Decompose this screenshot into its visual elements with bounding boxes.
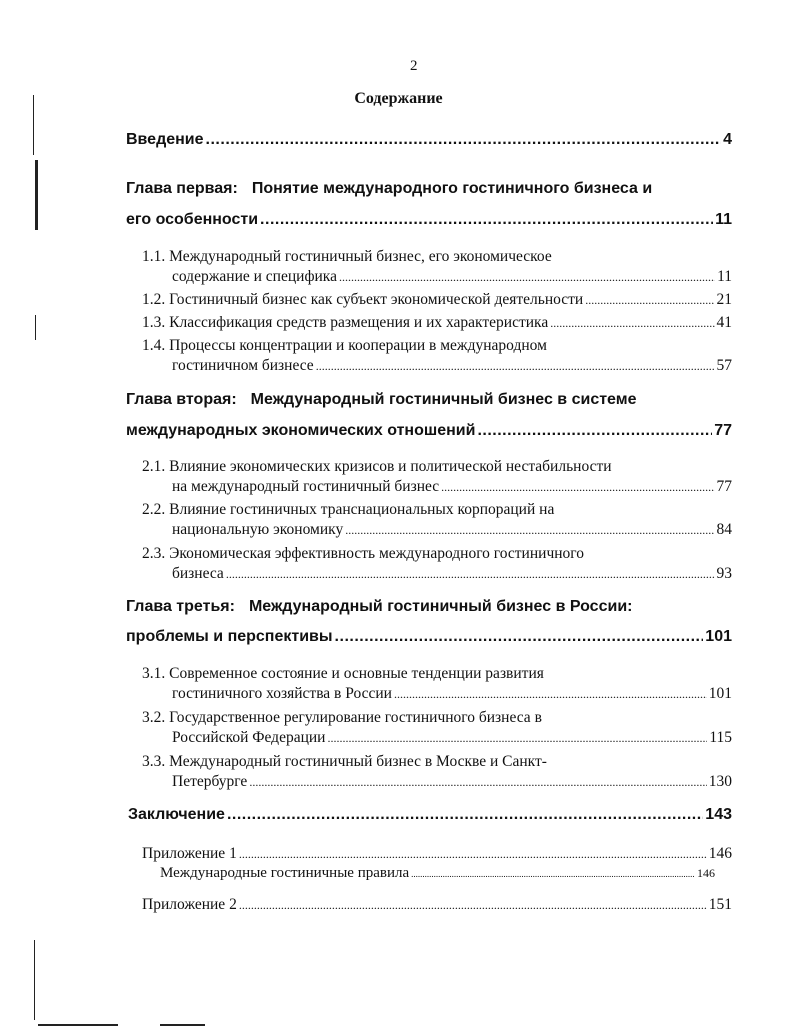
page-number: 2 xyxy=(410,58,418,74)
dot-leader xyxy=(345,521,714,539)
dot-leader xyxy=(316,357,715,375)
dot-leader xyxy=(327,729,707,747)
toc-entry-section-1-2[interactable] xyxy=(142,291,732,309)
dot-leader xyxy=(227,806,703,824)
section-title: Современное состояние и основные тенденции развития xyxy=(169,665,544,682)
dot-leader xyxy=(585,291,714,309)
dot-leader xyxy=(477,422,712,440)
entry-page: 146 xyxy=(697,866,715,880)
entry-page: 11 xyxy=(715,211,732,228)
section-3-2-line1[interactable] xyxy=(142,709,542,727)
dot-leader xyxy=(441,478,714,496)
entry-label: его особенности xyxy=(126,211,259,228)
section-title: Процессы концентрации и кооперации в международном xyxy=(169,337,547,354)
entry-page: 146 xyxy=(708,845,732,862)
entry-page: 77 xyxy=(714,422,732,439)
chapter-prefix: Глава третья: xyxy=(126,598,235,615)
dot-leader xyxy=(239,845,707,863)
entry-page: 77 xyxy=(716,478,732,495)
entry-page: 151 xyxy=(708,896,732,913)
scan-margin-mark xyxy=(35,160,38,230)
toc-entry-section-2-2[interactable] xyxy=(172,521,732,539)
chapter-title: Международный гостиничный бизнес в системе xyxy=(250,391,637,408)
entry-page: 41 xyxy=(716,314,732,331)
chapter2-heading-line1[interactable] xyxy=(126,391,636,409)
section-number: 1.1. xyxy=(142,248,166,265)
section-1-4-line1[interactable] xyxy=(142,337,547,355)
dot-leader xyxy=(239,896,707,914)
dot-leader xyxy=(206,131,722,149)
section-2-2-line1[interactable] xyxy=(142,501,554,519)
chapter-prefix: Глава вторая: xyxy=(126,391,237,408)
entry-label: Введение xyxy=(126,131,204,148)
entry-page: 101 xyxy=(708,685,732,702)
dot-leader xyxy=(394,685,707,703)
toc-entry-section-2-3[interactable] xyxy=(172,565,732,583)
chapter3-heading-line1[interactable] xyxy=(126,598,632,616)
entry-page: 101 xyxy=(705,628,732,645)
toc-entry-section-3-2[interactable] xyxy=(172,729,732,747)
toc-entry-introduction[interactable] xyxy=(126,131,732,149)
entry-page: 4 xyxy=(723,131,732,148)
toc-entry-section-2-1[interactable] xyxy=(172,478,732,496)
entry-label: содержание и специфика xyxy=(172,268,337,285)
entry-label: Российской Федерации xyxy=(172,729,326,746)
entry-label: 1.2. Гостиничный бизнес как субъект экономической деятельности xyxy=(142,291,584,308)
chapter-title: Международный гостиничный бизнес в России: xyxy=(248,598,633,615)
entry-label: Приложение 1 xyxy=(142,845,237,862)
dot-leader xyxy=(550,314,714,332)
section-title: Влияние гостиничных транснациональных корпораций на xyxy=(169,501,555,518)
toc-entry-chapter2[interactable] xyxy=(126,422,732,440)
dot-leader xyxy=(411,866,695,882)
dot-leader xyxy=(260,211,713,229)
entry-label: Заключение xyxy=(128,806,225,823)
section-number: 3.2. xyxy=(142,709,166,726)
page-title: Содержание xyxy=(354,90,443,107)
entry-label: международных экономических отношений xyxy=(126,422,476,439)
section-number: 2.2. xyxy=(142,501,166,518)
toc-entry-section-1-1[interactable] xyxy=(172,268,732,286)
toc-entry-section-3-3[interactable] xyxy=(172,773,732,791)
dot-leader xyxy=(335,628,704,646)
chapter-prefix: Глава первая: xyxy=(126,180,238,197)
entry-page: 130 xyxy=(708,773,732,790)
section-title: Экономическая эффективность международного гостиничного xyxy=(169,545,584,562)
entry-page: 115 xyxy=(709,729,732,746)
toc-entry-section-1-3[interactable] xyxy=(142,314,732,332)
entry-label: Международные гостиничные правила xyxy=(160,865,410,881)
section-number: 3.3. xyxy=(142,753,166,770)
chapter-title: Понятие международного гостиничного бизнеса и xyxy=(251,180,653,197)
toc-entry-appendix-1[interactable] xyxy=(142,845,732,863)
section-title: Влияние экономических кризисов и политической нестабильности xyxy=(169,458,612,475)
scan-margin-mark xyxy=(35,315,36,340)
scan-margin-mark xyxy=(38,1024,118,1026)
chapter1-heading-line1[interactable] xyxy=(126,180,652,198)
entry-label: Петербурге xyxy=(172,773,248,790)
toc-entry-chapter3[interactable] xyxy=(126,628,732,646)
scan-margin-mark xyxy=(34,940,35,1020)
entry-page: 21 xyxy=(716,291,732,308)
section-number: 2.1. xyxy=(142,458,166,475)
section-title: Международный гостиничный бизнес в Москве и Санкт- xyxy=(169,753,547,770)
section-number: 2.3. xyxy=(142,545,166,562)
section-number: 3.1. xyxy=(142,665,166,682)
entry-label: на международный гостиничный бизнес xyxy=(172,478,440,495)
section-2-1-line1[interactable] xyxy=(142,458,612,476)
entry-label: национальную экономику xyxy=(172,521,344,538)
section-title: Международный гостиничный бизнес, его экономическое xyxy=(169,248,552,265)
toc-entry-section-3-1[interactable] xyxy=(172,685,732,703)
dot-leader xyxy=(249,773,706,791)
toc-entry-section-1-4[interactable] xyxy=(172,357,732,375)
entry-label: гостиничного хозяйства в России xyxy=(172,685,392,702)
entry-page: 57 xyxy=(716,357,732,374)
entry-label: гостиничном бизнесе xyxy=(172,357,314,374)
dot-leader xyxy=(226,565,715,583)
entry-page: 84 xyxy=(716,521,732,538)
section-number: 1.4. xyxy=(142,337,166,354)
scan-margin-mark xyxy=(160,1024,205,1026)
section-3-1-line1[interactable] xyxy=(142,665,544,683)
toc-entry-chapter1[interactable] xyxy=(126,211,732,229)
entry-page: 143 xyxy=(705,806,732,823)
entry-page: 11 xyxy=(717,268,732,285)
dot-leader xyxy=(339,268,715,286)
toc-entry-appendix-1-rules[interactable] xyxy=(160,865,715,882)
section-2-3-line1[interactable] xyxy=(142,545,584,563)
entry-label: 1.3. Классификация средств размещения и их характеристика xyxy=(142,314,549,331)
section-title: Государственное регулирование гостиничного бизнеса в xyxy=(169,709,542,726)
entry-page: 93 xyxy=(716,565,732,582)
entry-label: Приложение 2 xyxy=(142,896,237,913)
toc-entry-appendix-2[interactable] xyxy=(142,896,732,914)
section-3-3-line1[interactable] xyxy=(142,753,547,771)
toc-entry-conclusion[interactable] xyxy=(128,806,732,824)
section-1-1-line1[interactable] xyxy=(142,248,552,266)
entry-label: бизнеса xyxy=(172,565,224,582)
entry-label: проблемы и перспективы xyxy=(126,628,333,645)
